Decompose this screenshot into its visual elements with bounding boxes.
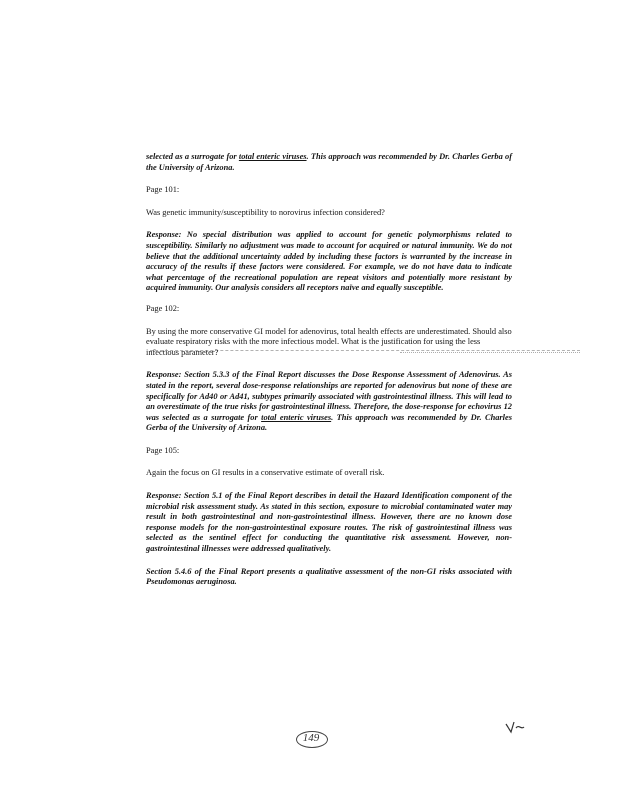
question-105: Again the focus on GI results in a conservative estimate of overall risk.: [146, 468, 385, 478]
question-101: Was genetic immunity/susceptibility to norovirus infection considered?: [146, 207, 385, 217]
question-102: By using the more conservative GI model for adenovirus, total health effects are underestimated. Should also evaluate respiratory risks with the more infectious model. What is the justification for using the less infectious parameter?: [146, 326, 512, 357]
response-105-followup: Section 5.4.6 of the Final Report presents a qualitative assessment of the non-GI risks associated with Pseudomonas aeruginosa.: [146, 566, 512, 587]
intro-text-pre: selected as a surrogate for: [146, 152, 239, 161]
response-102-post: . This approach was recommended by Dr. Charles Gerba of the University of Arizona.: [146, 412, 512, 433]
page-label-105: Page 105:: [146, 445, 180, 455]
intro-underlined-term: total enteric viruses: [238, 152, 307, 161]
response-102-underlined-term: total enteric viruses: [261, 412, 332, 422]
handwritten-initials-mark: [504, 718, 526, 736]
response-102-pre: Response: Section 5.3.3 of the Final Report discusses the Dose Response Assessment of Adenovirus. As stated in the report, several dose-response relationships are reported for adenovirus but none of these are specifically for Ad40 or Ad41, subtypes primarily associated with gastrointestinal illness. This will lead to an overestimate of the true risks for gastrointestinal illness. Therefore, the dose-response for echovirus 12 was selected as a surrogate for: [146, 370, 512, 422]
intro-text-post: . This approach was recommended by Dr. Charles Gerba of the University of Arizona.: [146, 152, 512, 172]
intro-response-tail: [146, 152, 512, 173]
response-105: Response: Section 5.1 of the Final Report describes in detail the Hazard Identification component of the microbial risk assessment study. As stated in this section, exposure to microbial contaminated water may result in both gastrointestinal and non-gastrointestinal illness. However, there are no known dose response models for the non-gastrointestinal exposure routes. The risk of gastrointestinal illness was selected as the sentinel effect for conducting the quantitative risk assessment. However, non-gastrointestinal illnesses were addressed qualitatively.: [146, 491, 512, 554]
page-label-101: Page 101:: [146, 185, 180, 195]
response-102: [146, 370, 512, 434]
page-number: 149: [302, 732, 320, 744]
document-body: [146, 152, 512, 588]
page-label-102: Page 102:: [146, 303, 180, 313]
response-101: Response: No special distribution was applied to account for genetic polymorphisms related to susceptibility. Similarly no adjustment was made to account for acquired or natural immunity. We do not believe that the additional uncertainty added by including these factors is warranted by the increase in accuracy of the results if these factors were considered. For example, we do not have data to indicate what percentage of the recreational population are repeat visitors and potentially more resistant by acquired immunity. Our analysis considers all receptors naïve and equally susceptible.: [146, 230, 512, 293]
